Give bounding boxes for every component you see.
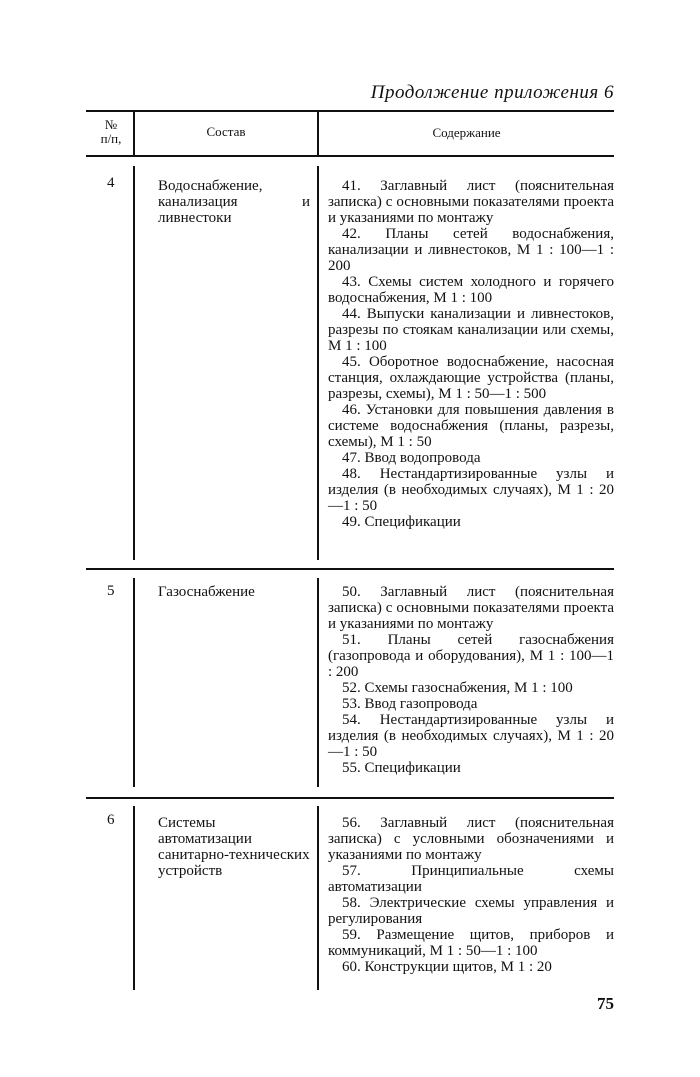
column-divider-left [133,166,135,560]
content-item: 50. Заглавный лист (пояснительная записка) с основными показателями проекта и указаниями по монтажу [328,584,614,632]
content-item: 60. Конструкции щитов, М 1 : 20 [342,959,552,975]
content-item: 53. Ввод газопровода [342,696,478,712]
row-content [328,178,614,530]
row-number: 6 [107,812,115,828]
column-header-number-line1: № [104,117,118,132]
column-divider-right [317,806,319,990]
content-item: 45. Оборотное водоснабжение, насосная станция, охлаждающие устройства (планы, разрезы, схемы), М 1 : 50—1 : 500 [328,354,614,402]
column-header-number-line2: п/п, [100,131,122,146]
row-number: 5 [107,583,115,599]
row-composition: Водоснабжение, канализация и ливнестоки [158,178,310,226]
row-composition: Системы автоматизации санитарно-технических устройств [158,815,310,879]
row-content [328,815,614,975]
content-item: 54. Нестандартизированные узлы и изделия (в необходимых случаях), М 1 : 20—1 : 50 [328,712,614,760]
content-item: 55. Спецификации [342,760,461,776]
running-header: Продолжение приложения 6 [370,82,614,103]
content-item: 47. Ввод водопровода [342,450,481,466]
content-item: 57. Принципиальные схемы автоматизации [328,863,614,895]
content-item: 52. Схемы газоснабжения, М 1 : 100 [342,680,573,696]
column-header-number [90,118,132,146]
content-item: 46. Установки для повышения давления в системе водоснабжения (планы, разрезы, схемы), М 1 : 50 [328,402,614,450]
content-item: 49. Спецификации [342,514,461,530]
content-item: 43. Схемы систем холодного и горячего водоснабжения, М 1 : 100 [328,274,614,306]
column-divider-left [133,806,135,990]
content-item: 44. Выпуски канализации и ливнестоков, разрезы по стоякам канализации или схемы, М 1 : 100 [328,306,614,354]
content-item: 58. Электрические схемы управления и регулирования [328,895,614,927]
row-content [328,584,614,776]
column-divider-left [133,578,135,787]
content-item: 51. Планы сетей газоснабжения (газопровода и оборудования), М 1 : 100—1 : 200 [328,632,614,680]
content-item: 59. Размещение щитов, приборов и коммуникаций, М 1 : 50—1 : 100 [328,927,614,959]
content-item: 56. Заглавный лист (пояснительная записка) с условными обозначениями и указаниями по монтажу [328,815,614,863]
table-top-rule [86,110,614,112]
column-header-composition: Состав [206,124,246,139]
content-item: 42. Планы сетей водоснабжения, канализации и ливнестоков, М 1 : 100—1 : 200 [328,226,614,274]
row-divider-rule [86,568,614,570]
row-divider-rule [86,797,614,799]
content-item: 48. Нестандартизированные узлы и изделия (в необходимых случаях), М 1 : 20—1 : 50 [328,466,614,514]
content-item: 41. Заглавный лист (пояснительная записка) с основными показателями проекта и указаниями по монтажу [328,178,614,226]
table-header-rule [86,155,614,157]
column-divider-right [317,578,319,787]
column-divider-right [317,166,319,560]
page-number: 75 [597,994,614,1013]
row-composition: Газоснабжение [158,584,255,600]
row-number: 4 [107,175,115,191]
column-header-content: Содержание [432,125,501,140]
